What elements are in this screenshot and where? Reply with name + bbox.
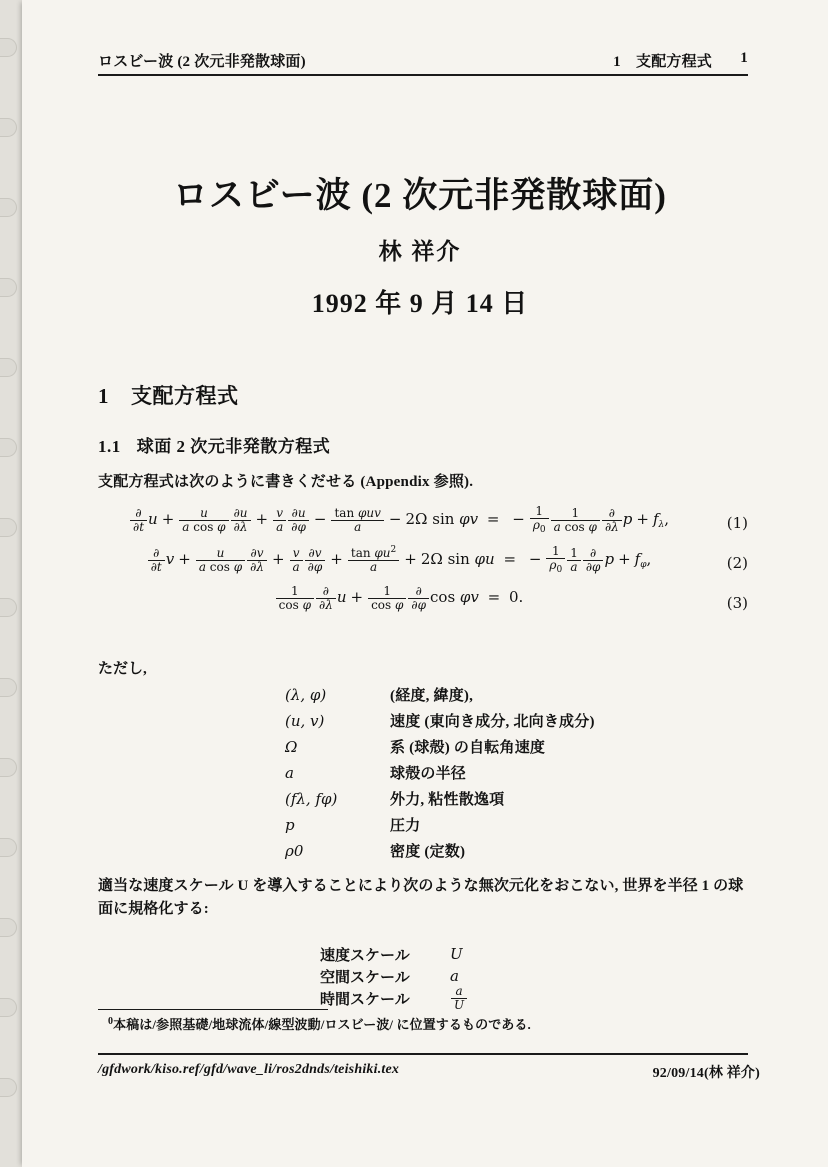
author-name: 林 祥介 (378, 239, 462, 264)
symbol-row (285, 814, 595, 840)
symbol-definition-table (285, 684, 595, 866)
section-heading-1 (98, 380, 239, 410)
header-rule (98, 74, 748, 76)
document-content (80, 0, 760, 1167)
section-heading-1-1 (98, 432, 330, 457)
symbol: (u, v) (285, 712, 325, 730)
symbol-row (285, 840, 595, 866)
document-date: 1992 年 9 月 14 日 (311, 289, 529, 318)
symbol-description: 系 (球殻) の自転角速度 (390, 740, 546, 756)
symbol-description: 密度 (定数) (390, 844, 466, 860)
scale-value: U (450, 945, 463, 963)
equation-block (98, 505, 748, 625)
page-title: ロスビー波 (2 次元非発散球面) (173, 176, 667, 215)
symbol: a (285, 764, 294, 782)
equation-number: (1) (726, 514, 748, 532)
scale-value: a (450, 967, 459, 985)
symbol-description: (経度, 緯度), (390, 688, 474, 704)
footer-rule (98, 1053, 748, 1055)
footnote (108, 1014, 531, 1033)
symbol-description: 圧力 (390, 818, 421, 834)
equation-number: (3) (726, 594, 748, 612)
equation-row (98, 505, 748, 545)
symbol: Ω (285, 738, 298, 756)
equation-2-body: $\frac{\partial}{\partial t}$ v + $\frac{u}{\text{a cos φ}}$ $\frac{\partial v}{\partial\lambda}$ + $\frac{v}{a}$ $\frac{\partial v}{\partial\varphi}$ + $\frac{\tan \varphi u^2}{a}$ + 2Ω sin φu = − $\frac{1}{\rho_0}$ $\frac{1}{a}$ $\frac{\partial}{\partial\varphi}$ $p + f_\varphi$, (98, 545, 700, 575)
section-number: 1 (98, 384, 109, 408)
footnote-rule (98, 1009, 328, 1010)
footer-stamp: 92/09/14(林 祥介) (652, 1066, 760, 1081)
page-number: 1 (740, 50, 748, 66)
symbol-description: 球殻の半径 (390, 766, 467, 782)
subsection-number: 1.1 (98, 437, 121, 456)
scale-table (320, 943, 468, 1012)
footer-file-path: /gfdwork/kiso.ref/gfd/wave_li/ros2dnds/teishiki.tex (98, 1062, 400, 1077)
symbol-row (285, 736, 595, 762)
equation-row (98, 585, 748, 625)
scale-name: 空間スケール (320, 969, 410, 986)
section-label: 支配方程式 (131, 384, 239, 408)
scale-name: 時間スケール (320, 991, 410, 1008)
symbol: p (285, 816, 295, 834)
tadashi-label: ただし, (98, 661, 147, 677)
intro-paragraph: 支配方程式は次のように書きくだせる (Appendix 参照). (98, 474, 474, 490)
equation-1-body: $\frac{\partial}{\partial t}$ u + $\frac{u}{\text{a cos φ}}$ $\frac{\partial u}{\partial\lambda}$ + $\frac{v}{a}$ $\frac{\partial u}{\partial\varphi}$ − $\frac{\text{tan φuv}}{a}$ − 2Ω sin φv = − $\frac{1}{\rho_0}$ $\frac{1}{\text{a cos φ}}$ $\frac{\partial}{\partial\lambda}$ $p + f_\lambda$, (98, 505, 700, 535)
symbol-row (285, 710, 595, 736)
symbol-row (285, 684, 595, 710)
subsection-label: 球面 2 次元非発散方程式 (136, 437, 331, 456)
symbol: ρ0 (285, 842, 304, 860)
running-head-section: 1 支配方程式 (613, 54, 712, 70)
symbol: (fλ, fφ) (285, 790, 338, 808)
equation-3-body: $\frac{1}{\text{cos φ}}$ $\frac{\partial}{\partial\lambda}$ u + $\frac{1}{\text{cos φ}}$ $\frac{\partial}{\partial\varphi}$ cos φv = 0. (98, 585, 700, 611)
running-head-title: ロスビー波 (2 次元非発散球面) (98, 54, 306, 70)
footnote-marker: 0 (108, 1016, 114, 1027)
equation-row (98, 545, 748, 585)
footnote-text: 本稿は/参照基礎/地球流体/線型波動/ロスビー波/ に位置するものである. (113, 1017, 531, 1032)
symbol-row (285, 762, 595, 788)
symbol-description: 速度 (東向き成分, 北向き成分) (390, 714, 595, 730)
scale-name: 速度スケール (320, 947, 410, 964)
symbol: (λ, φ) (285, 686, 327, 704)
scale-row (320, 943, 468, 965)
symbol-description: 外力, 粘性散逸項 (390, 792, 505, 808)
symbol-row (285, 788, 595, 814)
equation-number: (2) (726, 554, 748, 572)
scale-value: $\frac{a}{U}$ (450, 985, 468, 1011)
scale-row (320, 965, 468, 987)
scale-row (320, 983, 468, 1012)
scaling-paragraph: 適当な速度スケール U を導入することにより次のような無次元化をおこない, 世界を半径 1 の球面に規格化する: (98, 878, 744, 918)
